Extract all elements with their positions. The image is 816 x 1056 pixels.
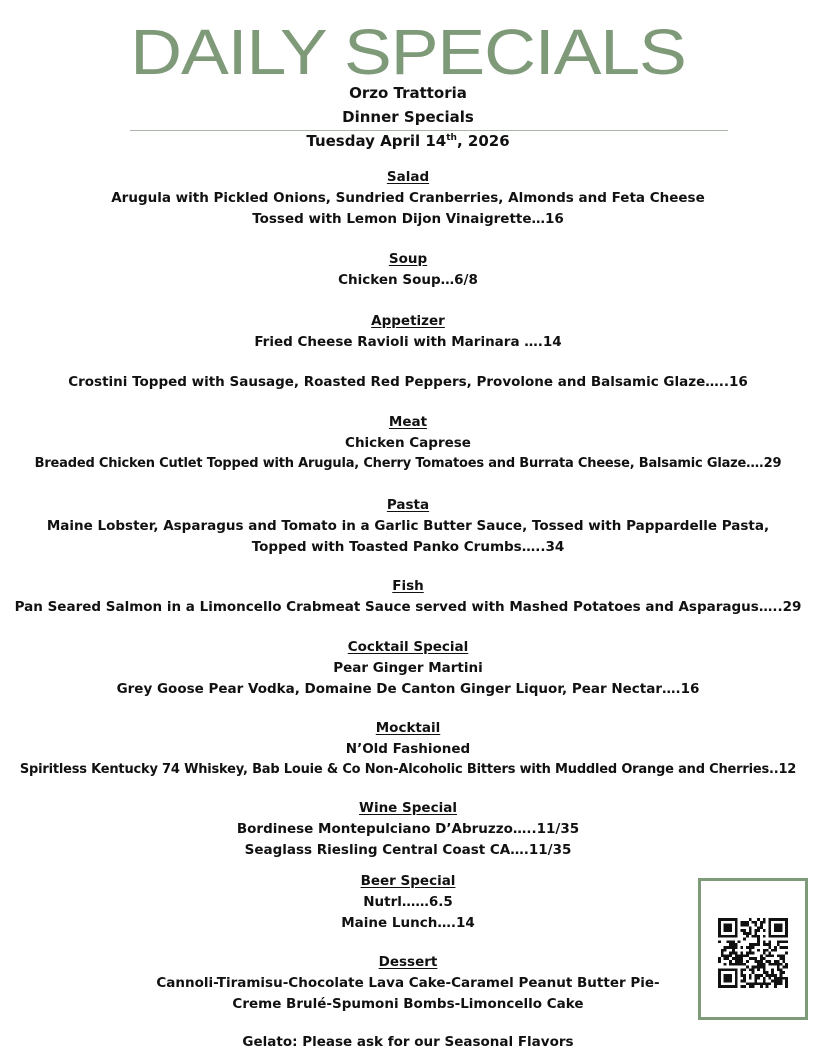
section-title-soup: Soup (388, 251, 428, 267)
qr-code-frame (698, 878, 808, 1020)
menu-item-line: Nutrl……6.5 (363, 894, 453, 910)
menu-item-line: Topped with Toasted Panko Crumbs…..34 (251, 539, 565, 555)
menu-item-line: Spiritless Kentucky 74 Whiskey, Bab Louie & Co Non-Alcoholic Bitters with Muddled Orange and Cherries..12 (19, 762, 797, 777)
menu-date (0, 131, 816, 151)
section-title-meat: Meat (388, 414, 428, 430)
menu-item-line: Pear Ginger Martini (333, 660, 483, 676)
menu-item-line: Seaglass Riesling Central Coast CA….11/35 (244, 842, 572, 858)
page-title: DAILY SPECIALS (130, 16, 686, 88)
menu-item-line: Maine Lobster, Asparagus and Tomato in a Garlic Butter Sauce, Tossed with Pappardelle Pasta, (46, 518, 770, 534)
section-title-fish: Fish (392, 578, 424, 594)
menu-item-line: Chicken Caprese (345, 435, 471, 451)
section-title-appetizer: Appetizer (371, 313, 445, 329)
date-ordinal: th (446, 133, 457, 143)
menu-item-line: Bordinese Montepulciano D’Abruzzo…..11/35 (236, 821, 580, 837)
restaurant-name: Orzo Trattoria (349, 84, 467, 102)
menu-item-line: Maine Lunch….14 (341, 915, 475, 931)
qr-code-icon[interactable] (718, 918, 788, 988)
section-title-dessert: Dessert (378, 954, 438, 970)
menu-subtitle: Dinner Specials (342, 108, 474, 126)
date-year: , 2026 (456, 132, 510, 150)
menu-item-line: Crostini Topped with Sausage, Roasted Red Peppers, Provolone and Balsamic Glaze…..16 (68, 374, 748, 390)
menu-item-line: Pan Seared Salmon in a Limoncello Crabmeat Sauce served with Mashed Potatoes and Asparagus…..29 (14, 599, 802, 615)
section-title-wine: Wine Special (359, 800, 457, 816)
menu-item-line: Cannoli-Tiramisu-Chocolate Lava Cake-Caramel Peanut Butter Pie- (156, 975, 660, 991)
menu-item-line: Arugula with Pickled Onions, Sundried Cranberries, Almonds and Feta Cheese (111, 190, 705, 206)
section-title-mocktail: Mocktail (375, 720, 441, 736)
section-title-salad: Salad (386, 169, 430, 185)
date-text: Tuesday April 14 (306, 132, 447, 150)
section-title-beer: Beer Special (360, 873, 456, 889)
section-title-cocktail: Cocktail Special (347, 639, 469, 655)
section-title-pasta: Pasta (386, 497, 430, 513)
menu-item-line: Grey Goose Pear Vodka, Domaine De Canton Ginger Liquor, Pear Nectar….16 (116, 681, 700, 697)
menu-item-line: N’Old Fashioned (345, 741, 471, 757)
menu-item-line: Tossed with Lemon Dijon Vinaigrette…16 (252, 211, 564, 227)
menu-item-line: Chicken Soup…6/8 (338, 272, 478, 288)
menu-item-line: Gelato: Please ask for our Seasonal Flavors (242, 1034, 574, 1050)
menu-item-line: Breaded Chicken Cutlet Topped with Arugula, Cherry Tomatoes and Burrata Cheese, Balsamic Glaze….29 (34, 456, 782, 471)
menu-item-line: Fried Cheese Ravioli with Marinara ….14 (254, 334, 562, 350)
menu-item-line: Creme Brulé-Spumoni Bombs-Limoncello Cake (232, 996, 584, 1012)
